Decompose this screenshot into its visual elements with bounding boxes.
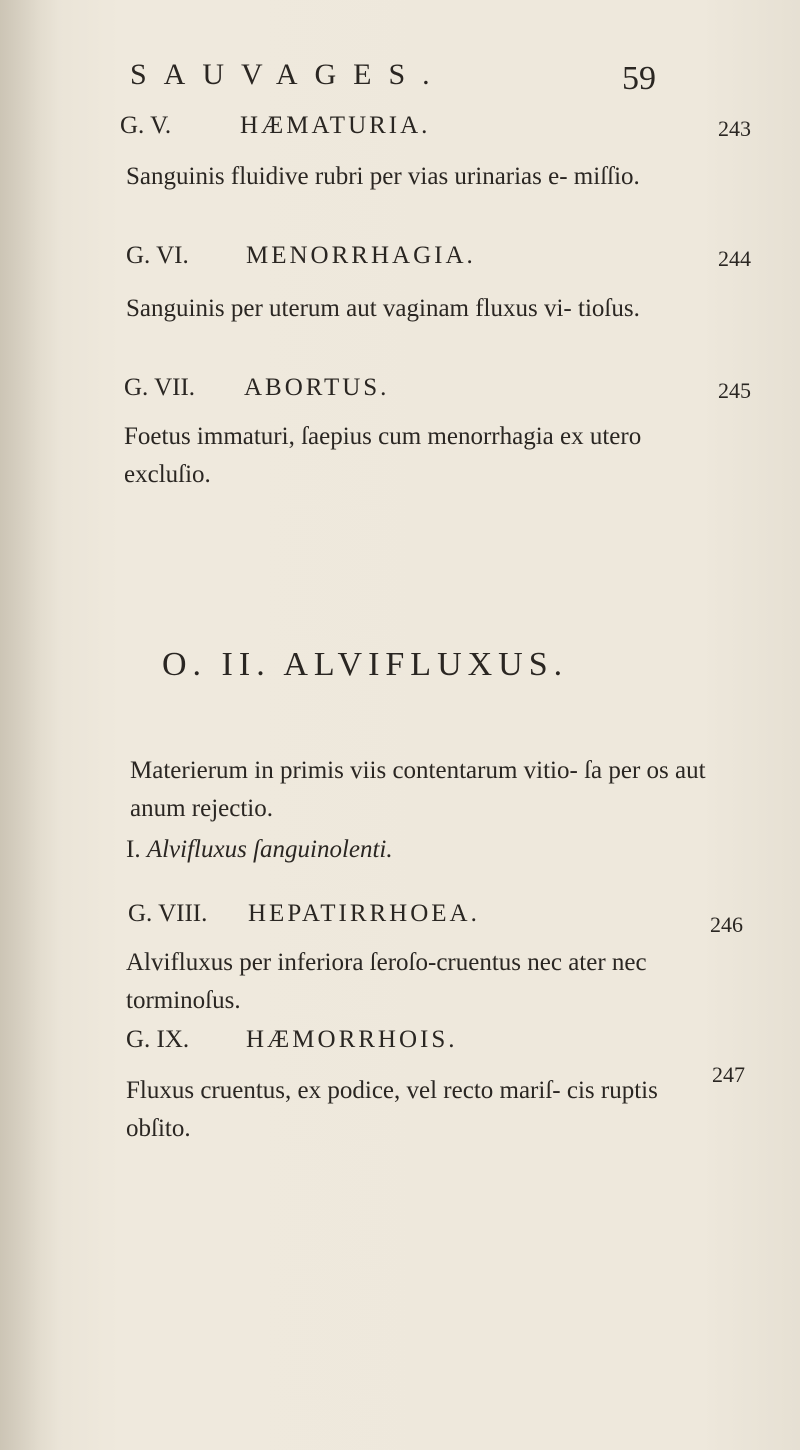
order-heading: O. II. ALVIFLUXUS. (162, 646, 569, 683)
genus-heading (120, 112, 430, 140)
page-number: 59 (622, 60, 656, 97)
genus-heading (126, 242, 476, 270)
entry-number: 244 (718, 246, 751, 271)
genus-number: G. V. (120, 112, 172, 139)
entry-number: 243 (718, 116, 751, 141)
genus-description: Foetus immaturi, ſaepius cum menorrhagia ex utero excluſio. (124, 423, 642, 488)
entry-number: 245 (718, 378, 751, 403)
genus-description: Sanguinis fluidive rubri per vias urinarias e- miſſio. (126, 163, 640, 190)
genus-number: G. VIII. (128, 900, 208, 927)
page-gutter-shadow (0, 0, 60, 1450)
order-description: Materierum in primis viis contentarum vitio- ſa per os aut anum rejectio. (130, 757, 706, 822)
genus-number: G. VI. (126, 242, 189, 269)
genus-heading (128, 900, 480, 928)
entry-number: 246 (710, 912, 743, 937)
section-heading (126, 836, 393, 864)
genus-title: HÆMATURIA. (240, 112, 431, 139)
genus-number: G. VII. (124, 374, 196, 401)
genus-title: ABORTUS. (244, 374, 390, 401)
genus-description: Fluxus cruentus, ex podice, vel recto mariſ- cis ruptis obſito. (126, 1077, 658, 1142)
genus-title: MENORRHAGIA. (246, 242, 476, 269)
genus-heading (126, 1026, 458, 1054)
genus-description: Alvifluxus per inferiora ſeroſo-cruentus nec ater nec torminoſus. (126, 949, 647, 1014)
entry-number: 247 (712, 1062, 745, 1087)
genus-number: G. IX. (126, 1026, 190, 1053)
section-label: I. (126, 836, 141, 863)
running-header: SAUVAGES. (130, 58, 447, 91)
genus-title: HÆMORRHOIS. (246, 1026, 458, 1053)
genus-title: HEPATIRRHOEA. (248, 900, 480, 927)
genus-description: Sanguinis per uterum aut vaginam fluxus vi- tioſus. (126, 295, 640, 322)
genus-heading (124, 374, 389, 402)
section-title: Alvifluxus ſanguinolenti. (146, 836, 393, 863)
